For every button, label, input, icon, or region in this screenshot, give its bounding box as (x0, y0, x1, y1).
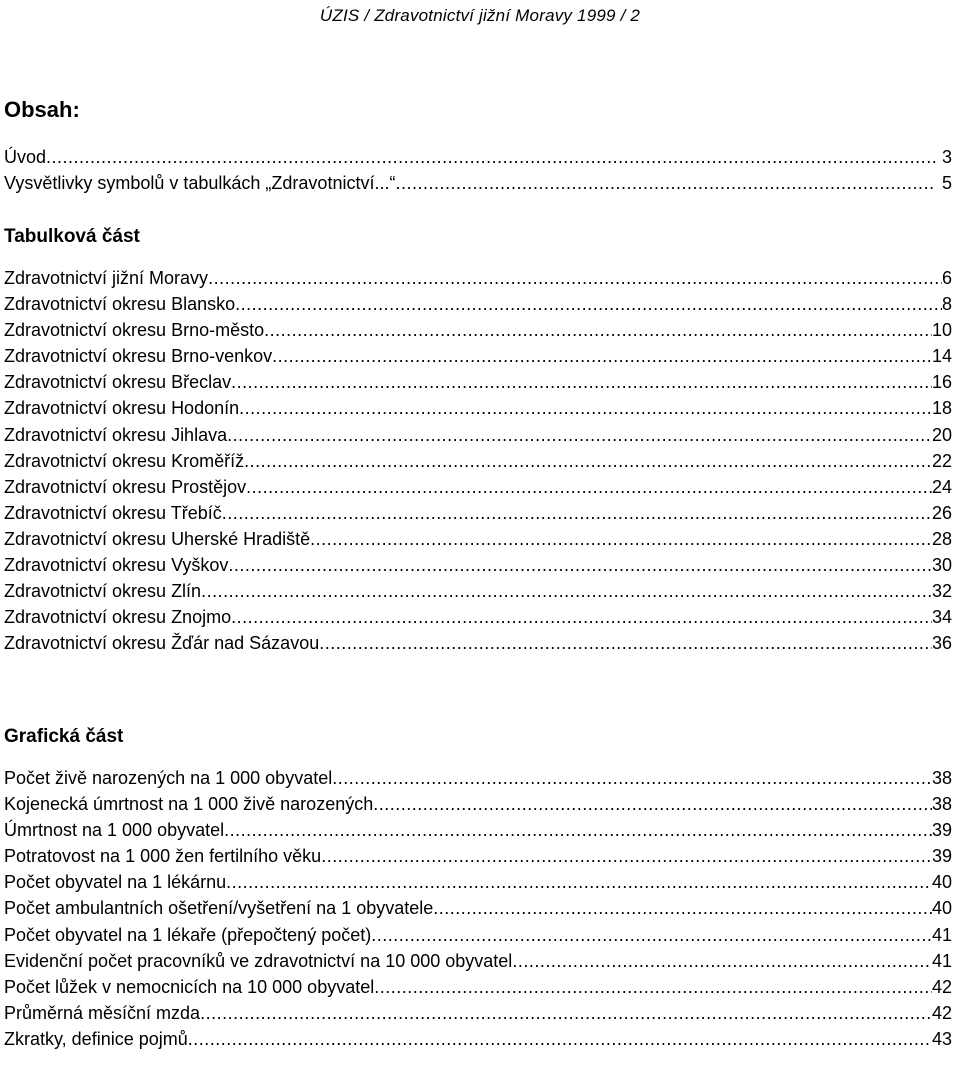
toc-entry[interactable] (4, 422, 952, 448)
toc-entry[interactable] (4, 765, 952, 791)
toc-entry-label: Počet lůžek v nemocnicích na 10 000 obyvatel (4, 976, 375, 997)
toc-entry-label: Zdravotnictví okresu Břeclav (4, 372, 232, 393)
toc-entry-page: 38 (931, 768, 952, 788)
toc-entry[interactable] (4, 474, 952, 500)
toc-leader-dots (319, 630, 932, 656)
toc-entry[interactable] (4, 843, 952, 869)
toc-entry[interactable] (4, 395, 952, 421)
toc-entry[interactable] (4, 144, 952, 170)
toc-entry[interactable] (4, 343, 952, 369)
toc-entry-page: 39 (931, 820, 952, 841)
toc-entry-label: Zdravotnictví jižní Moravy (4, 268, 209, 288)
toc-entry[interactable] (4, 317, 952, 343)
toc-leader-dots (371, 922, 932, 948)
toc-entry-page: 22 (931, 450, 952, 471)
toc-leader-dots (222, 500, 932, 526)
section-title-tables: Tabulková část (4, 226, 140, 247)
toc-leader-dots (264, 317, 932, 343)
toc-leader-dots (239, 395, 932, 421)
toc-leader-dots (235, 291, 942, 317)
toc-leader-dots (208, 265, 942, 291)
toc-intro-list (4, 144, 952, 196)
toc-entry-page: 30 (931, 555, 952, 576)
toc-entry-page: 39 (931, 846, 952, 867)
toc-entry-label: Vysvětlivky symbolů v tabulkách „Zdravotnictví...“ (4, 173, 396, 194)
toc-entry[interactable] (4, 500, 952, 526)
toc-leader-dots (231, 369, 932, 395)
toc-entry-label: Zdravotnictví okresu Vyškov (4, 555, 229, 576)
toc-leader-dots (395, 170, 936, 196)
toc-leader-dots (244, 448, 932, 474)
toc-entry-page: 5 (941, 173, 952, 194)
toc-entry[interactable] (4, 604, 952, 630)
toc-entry-label: Kojenecká úmrtnost na 1 000 živě narozených (4, 794, 374, 815)
toc-entry[interactable] (4, 170, 952, 196)
toc-entry-label: Počet živě narozených na 1 000 obyvatel (4, 768, 333, 788)
toc-entry-page: 20 (931, 424, 952, 445)
toc-entry-page: 14 (931, 346, 952, 367)
toc-entry-page: 42 (931, 1002, 952, 1023)
toc-entry-label: Zdravotnictví okresu Uherské Hradiště (4, 528, 311, 549)
toc-entry-label: Zdravotnictví okresu Zlín (4, 581, 202, 602)
toc-entry-page: 38 (931, 794, 952, 815)
toc-entry-page: 16 (931, 372, 952, 393)
toc-entry-page: 10 (931, 320, 952, 341)
toc-entry-page: 8 (941, 294, 952, 315)
toc-entry-label: Zdravotnictví okresu Znojmo (4, 607, 232, 628)
toc-entry-page: 24 (931, 476, 952, 497)
toc-entry-label: Zdravotnictví okresu Brno-venkov (4, 346, 273, 367)
toc-leader-dots (227, 422, 932, 448)
toc-entry-label: Průměrná měsíční mzda (4, 1002, 201, 1023)
toc-entry-page: 26 (931, 502, 952, 523)
toc-entry-label: Zdravotnictví okresu Hodonín (4, 398, 240, 419)
toc-leader-dots (332, 765, 932, 791)
page-header: ÚZIS / Zdravotnictví jižní Moravy 1999 / 2 (319, 6, 641, 25)
toc-entry-label: Zdravotnictví okresu Blansko (4, 294, 236, 315)
toc-entry-page: 40 (931, 872, 952, 893)
toc-entry[interactable] (4, 895, 952, 921)
toc-entry-label: Zdravotnictví okresu Žďár nad Sázavou (4, 633, 320, 654)
toc-entry[interactable] (4, 552, 952, 578)
toc-entry-page: 41 (931, 924, 952, 945)
toc-leader-dots (231, 604, 932, 630)
toc-entry-label: Počet obyvatel na 1 lékaře (přepočtený počet) (4, 924, 372, 945)
toc-entry-page: 36 (931, 633, 952, 654)
toc-entry-page: 34 (931, 607, 952, 628)
toc-entry[interactable] (4, 791, 952, 817)
toc-entry[interactable] (4, 630, 952, 656)
toc-leader-dots (310, 526, 932, 552)
toc-entry-label: Úmrtnost na 1 000 obyvatel (4, 820, 225, 841)
section-title-graphics: Grafická část (4, 726, 124, 747)
toc-leader-dots (433, 895, 932, 921)
toc-leader-dots (246, 474, 932, 500)
toc-entry-page: 40 (931, 898, 952, 919)
toc-entry[interactable] (4, 974, 952, 1000)
toc-leader-dots (374, 974, 932, 1000)
toc-entry-label: Zkratky, definice pojmů (4, 1028, 188, 1049)
toc-entry-page: 42 (931, 976, 952, 997)
toc-entry-page: 3 (941, 147, 952, 167)
toc-leader-dots (272, 343, 932, 369)
toc-leader-dots (512, 948, 932, 974)
toc-entry-label: Zdravotnictví okresu Třebíč (4, 502, 222, 523)
toc-entry-page: 6 (941, 268, 952, 288)
toc-leader-dots (321, 843, 932, 869)
toc-entry[interactable] (4, 869, 952, 895)
toc-entry-page: 28 (931, 528, 952, 549)
toc-entry[interactable] (4, 578, 952, 604)
toc-entry-label: Potratovost na 1 000 žen fertilního věku (4, 846, 322, 867)
toc-entry-label: Zdravotnictví okresu Brno-město (4, 320, 265, 341)
toc-entry[interactable] (4, 817, 952, 843)
toc-entry-label: Zdravotnictví okresu Kroměříž (4, 450, 245, 471)
toc-graphics-list (4, 765, 952, 1052)
toc-leader-dots (224, 817, 932, 843)
toc-leader-dots (226, 869, 932, 895)
toc-leader-dots (188, 1026, 932, 1052)
toc-entry[interactable] (4, 1000, 952, 1026)
toc-entry[interactable] (4, 265, 952, 291)
toc-leader-dots (201, 578, 932, 604)
toc-entry[interactable] (4, 291, 952, 317)
toc-entry-page: 41 (931, 950, 952, 971)
toc-entry-label: Počet ambulantních ošetření/vyšetření na 1 obyvatele (4, 898, 434, 919)
toc-leader-dots (228, 552, 932, 578)
toc-entry[interactable] (4, 448, 952, 474)
toc-entry[interactable] (4, 369, 952, 395)
toc-leader-dots (200, 1000, 932, 1026)
toc-entry-page: 18 (931, 398, 952, 419)
toc-entry-page: 43 (931, 1028, 952, 1049)
toc-entry[interactable] (4, 1026, 952, 1052)
toc-leader-dots (373, 791, 932, 817)
page-title: Obsah: (4, 97, 80, 122)
toc-entry[interactable] (4, 948, 952, 974)
toc-entry-label: Úvod (4, 147, 47, 167)
toc-entry-label: Zdravotnictví okresu Jihlava (4, 424, 228, 445)
toc-leader-dots (46, 144, 936, 170)
toc-entry-label: Evidenční počet pracovníků ve zdravotnictví na 10 000 obyvatel (4, 950, 513, 971)
toc-entry-label: Zdravotnictví okresu Prostějov (4, 476, 247, 497)
toc-entry-label: Počet obyvatel na 1 lékárnu (4, 872, 227, 893)
toc-tables-list (4, 265, 952, 656)
toc-entry[interactable] (4, 922, 952, 948)
toc-entry[interactable] (4, 526, 952, 552)
toc-entry-page: 32 (931, 581, 952, 602)
